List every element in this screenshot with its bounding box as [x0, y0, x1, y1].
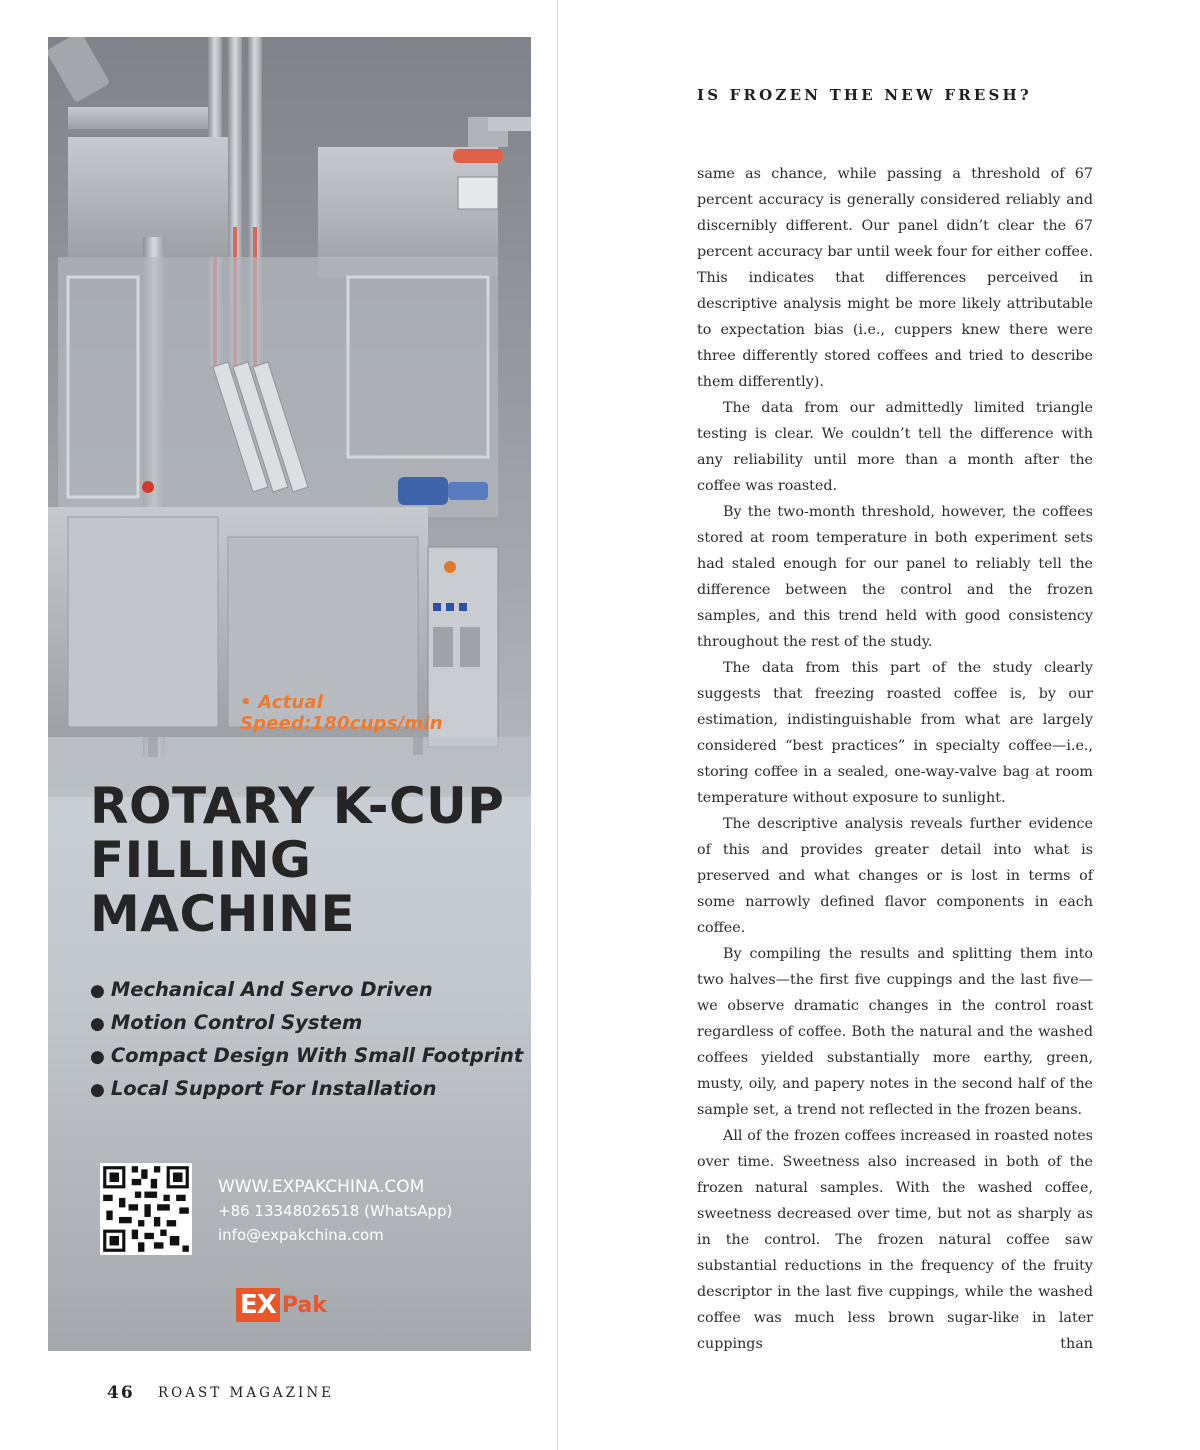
paragraph: The data from this part of the study clearly suggests that freezing roasted coffee is, by our estimation, indistinguishable from what are largely considered “best practices” in specialty coffee—i.e., storing coffee in a sealed, one-way-valve bag at room temperature without exposure to sunlight.: [697, 660, 1093, 806]
expak-logo: [236, 1284, 327, 1326]
speed-tag: • Actual Speed:180cups/min: [240, 692, 443, 734]
article-body: [697, 161, 1093, 1357]
feature-item: ● Mechanical And Servo Driven: [90, 974, 523, 1007]
logo-pak: Pak: [281, 1292, 327, 1318]
page-number: 46: [107, 1383, 135, 1403]
paragraph: The data from our admittedly limited triangle testing is clear. We couldn’t tell the difference with any reliability until more than a month after the coffee was roasted.: [697, 400, 1093, 494]
gutter-divider: [557, 0, 558, 1450]
ad-headline-line: ROTARY K-CUP: [90, 777, 505, 835]
running-head: IS FROZEN THE NEW FRESH?: [697, 86, 1032, 104]
email-link[interactable]: info@expakchina.com: [218, 1226, 384, 1244]
paragraph: By compiling the results and splitting them into two halves—the first five cuppings and the last five—we observe dramatic changes in the control roast regardless of coffee. Both the natural and the washed coffees yielded substantially more earthy, green, musty, oily, and papery notes in the second half of the sample set, a trend not reflected in the frozen beans.: [697, 946, 1093, 1118]
ad-headline-line: MACHINE: [90, 885, 356, 943]
advertisement[interactable]: [48, 37, 531, 1351]
feature-list: [90, 974, 523, 1106]
paragraph: The descriptive analysis reveals further evidence of this and provides greater detail into what is preserved and what changes or is lost in terms of some narrowly defined flavor components in each coffee.: [697, 816, 1093, 936]
feature-item: ● Motion Control System: [90, 1007, 523, 1040]
qr-code-icon[interactable]: [100, 1163, 192, 1255]
paragraph: same as chance, while passing a threshold of 67 percent accuracy is generally considered reliably and discernibly different. Our panel didn’t clear the 67 percent accuracy bar until week four for either coffee. This indicates that differences perceived in descriptive analysis might be more likely attributable to expectation bias (i.e., cuppers knew there were three differently stored coffees and tried to describe them differently).: [697, 166, 1093, 390]
paragraph: All of the frozen coffees increased in roasted notes over time. Sweetness also increased in both of the frozen natural samples. With the washed coffee, sweetness decreased over time, but not as sharply as in the control. The frozen natural coffee saw substantial reductions in the frequency of the fruity descriptor in the last five cuppings, while the washed coffee was much less brown sugar-like in later cuppings than: [697, 1128, 1093, 1352]
feature-item: ● Compact Design With Small Footprint: [90, 1040, 523, 1073]
paragraph: By the two-month threshold, however, the coffees stored at room temperature in both experiment sets had staled enough for our panel to reliably tell the difference between the control and the frozen samples, and this trend held with good consistency throughout the rest of the study.: [697, 504, 1093, 650]
contact-block: [218, 1175, 452, 1247]
logo-ex: EX: [236, 1288, 280, 1322]
magazine-name: ROAST MAGAZINE: [158, 1385, 335, 1401]
machine-photo: [48, 37, 531, 797]
ad-headline: [90, 779, 520, 941]
feature-item: ● Local Support For Installation: [90, 1073, 523, 1106]
phone-number[interactable]: +86 13348026518 (WhatsApp): [218, 1202, 453, 1220]
ad-headline-line: FILLING: [90, 831, 312, 889]
website-link[interactable]: WWW.EXPAKCHINA.COM: [218, 1177, 425, 1197]
